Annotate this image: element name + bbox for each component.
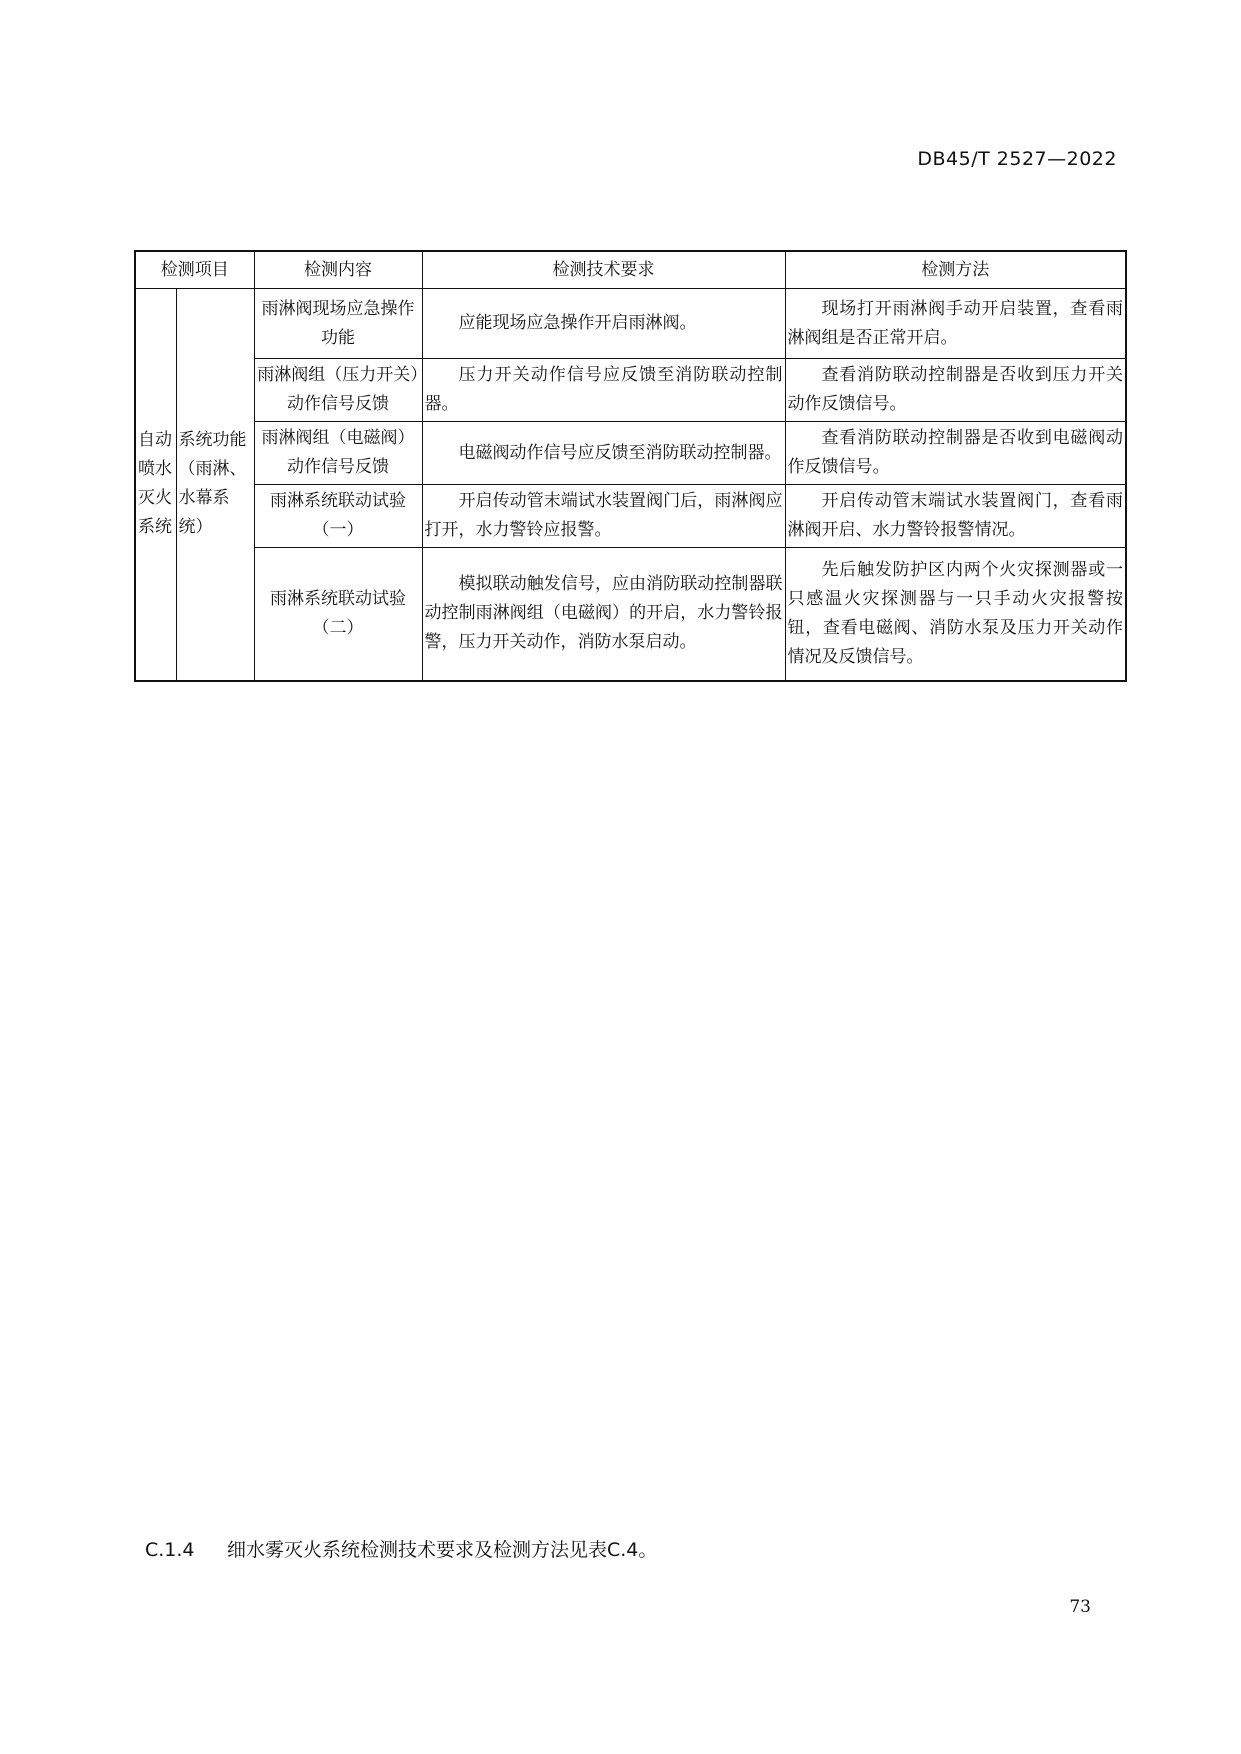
- table-row: [135, 548, 1126, 681]
- method-cell: 先后触发防护区内两个火灾探测器或一只感温火灾探测器与一只手动火灾报警按钮，查看电磁阀、消防水泵及压力开关动作情况及反馈信号。: [785, 548, 1126, 681]
- content-cell: 雨淋阀组（压力开关）动作信号反馈: [254, 359, 422, 422]
- header-requirement: 检测技术要求: [422, 251, 785, 289]
- method-cell: 现场打开雨淋阀手动开启装置，查看雨淋阀组是否正常开启。: [785, 289, 1126, 359]
- clause-paragraph: [145, 1535, 657, 1562]
- page-number: 73: [1069, 1597, 1091, 1617]
- table-header-row: [135, 251, 1126, 289]
- document-code: DB45/T 2527—2022: [917, 148, 1117, 170]
- requirement-cell: 开启传动管末端试水装置阀门后，雨淋阀应打开，水力警铃应报警。: [422, 485, 785, 548]
- table-row: [135, 289, 1126, 359]
- header-method: 检测方法: [785, 251, 1126, 289]
- category-cell: 系统功能（雨淋、水幕系统）: [176, 289, 254, 681]
- clause-text: 细水雾灭火系统检测技术要求及检测方法见表C.4。: [227, 1539, 658, 1561]
- method-cell: 查看消防联动控制器是否收到电磁阀动作反馈信号。: [785, 422, 1126, 485]
- content-cell: 雨淋阀组（电磁阀）动作信号反馈: [254, 422, 422, 485]
- inspection-table: [134, 250, 1127, 682]
- requirement-cell: 压力开关动作信号应反馈至消防联动控制器。: [422, 359, 785, 422]
- content-cell: 雨淋系统联动试验（一）: [254, 485, 422, 548]
- requirement-cell: 应能现场应急操作开启雨淋阀。: [422, 289, 785, 359]
- clause-number: C.1.4: [145, 1539, 195, 1561]
- method-cell: 开启传动管末端试水装置阀门，查看雨淋阀开启、水力警铃报警情况。: [785, 485, 1126, 548]
- table-row: [135, 422, 1126, 485]
- content-cell: 雨淋阀现场应急操作功能: [254, 289, 422, 359]
- table-row: [135, 485, 1126, 548]
- method-cell: 查看消防联动控制器是否收到压力开关动作反馈信号。: [785, 359, 1126, 422]
- requirement-cell: 电磁阀动作信号应反馈至消防联动控制器。: [422, 422, 785, 485]
- content-cell: 雨淋系统联动试验（二）: [254, 548, 422, 681]
- header-item: 检测项目: [135, 251, 254, 289]
- table-row: [135, 359, 1126, 422]
- requirement-cell: 模拟联动触发信号，应由消防联动控制器联动控制雨淋阀组（电磁阀）的开启，水力警铃报警，压力开关动作，消防水泵启动。: [422, 548, 785, 681]
- system-cell: 自动喷水灭火系统: [135, 289, 176, 681]
- header-content: 检测内容: [254, 251, 422, 289]
